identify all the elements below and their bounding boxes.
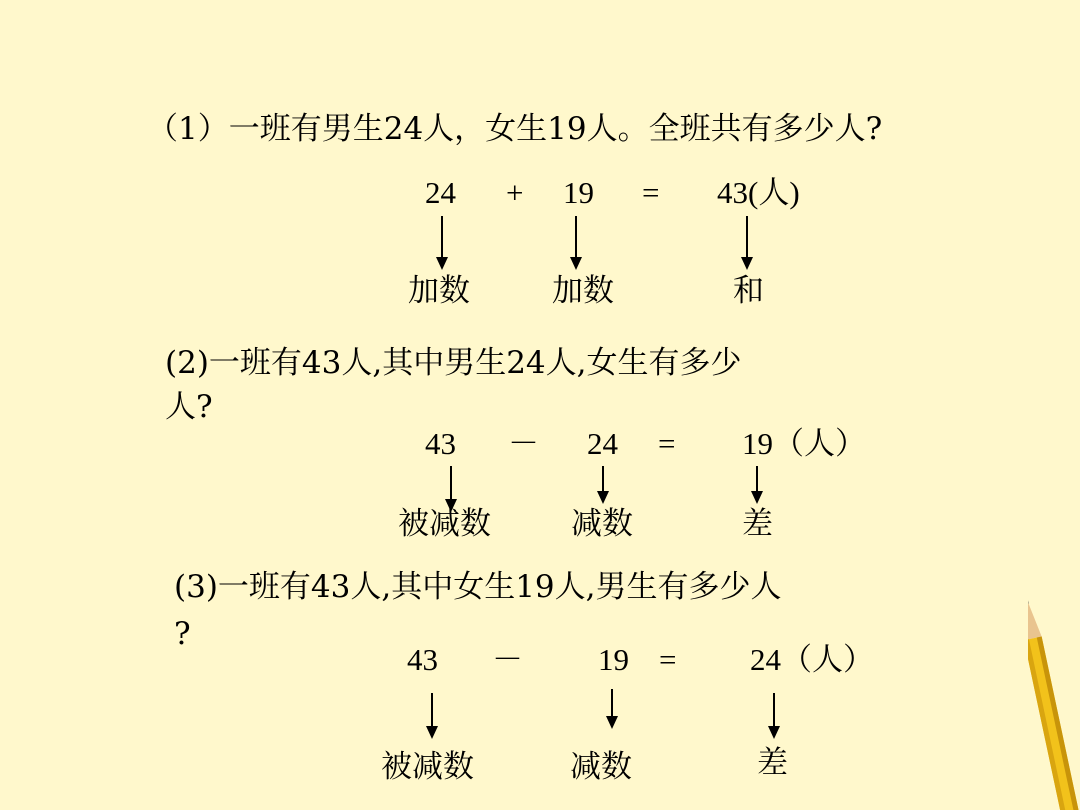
problem-2-label-subtrahend: 减数 bbox=[571, 506, 633, 542]
problem-2-operator: － bbox=[508, 426, 539, 461]
arrow-down-icon bbox=[426, 693, 438, 739]
problem-1-equals: = bbox=[642, 175, 660, 210]
problem-1-label-sum: 和 bbox=[733, 273, 764, 309]
pencil-icon bbox=[1028, 560, 1080, 810]
problem-1-addend-a: 24 bbox=[425, 175, 456, 210]
problem-1-result: 43(人) bbox=[717, 175, 800, 210]
arrow-down-icon bbox=[741, 216, 753, 270]
problem-3-equals: = bbox=[659, 642, 677, 677]
problem-3-subtrahend: 19 bbox=[598, 642, 629, 677]
problem-2-label-difference: 差 bbox=[742, 506, 773, 542]
problem-3-question-line2: ? bbox=[174, 616, 191, 652]
arrow-down-icon bbox=[751, 466, 763, 504]
problem-3-label-difference: 差 bbox=[757, 745, 788, 781]
problem-1-label-addend-b: 加数 bbox=[552, 273, 614, 309]
arrow-down-icon bbox=[768, 693, 780, 739]
problem-3-result: 24（人） bbox=[750, 642, 874, 677]
arrow-down-icon bbox=[436, 216, 448, 270]
arrow-down-icon bbox=[597, 466, 609, 504]
problem-3-question-line1: (3)一班有43人,其中女生19人,男生有多少人 bbox=[174, 569, 782, 605]
problem-1-label-addend-a: 加数 bbox=[408, 273, 470, 309]
arrow-down-icon bbox=[606, 689, 618, 729]
problem-3-label-subtrahend: 减数 bbox=[570, 749, 632, 785]
problem-1-question: （1）一班有男生24人，女生19人。全班共有多少人? bbox=[147, 111, 883, 147]
problem-3-label-minuend: 被减数 bbox=[381, 749, 474, 785]
problem-2-label-minuend: 被减数 bbox=[398, 506, 491, 542]
problem-2-result: 19（人） bbox=[742, 426, 866, 461]
problem-1-addend-b: 19 bbox=[563, 175, 594, 210]
problem-3-operator: － bbox=[492, 642, 523, 677]
problem-2-question-line2: 人? bbox=[165, 389, 213, 425]
problem-2-question-line1: (2)一班有43人,其中男生24人,女生有多少 bbox=[165, 345, 742, 381]
problem-2-minuend: 43 bbox=[425, 426, 456, 461]
problem-2-subtrahend: 24 bbox=[587, 426, 618, 461]
arrow-down-icon bbox=[570, 216, 582, 270]
problem-2-equals: = bbox=[658, 426, 676, 461]
problem-1-operator: + bbox=[506, 175, 524, 210]
problem-3-minuend: 43 bbox=[407, 642, 438, 677]
